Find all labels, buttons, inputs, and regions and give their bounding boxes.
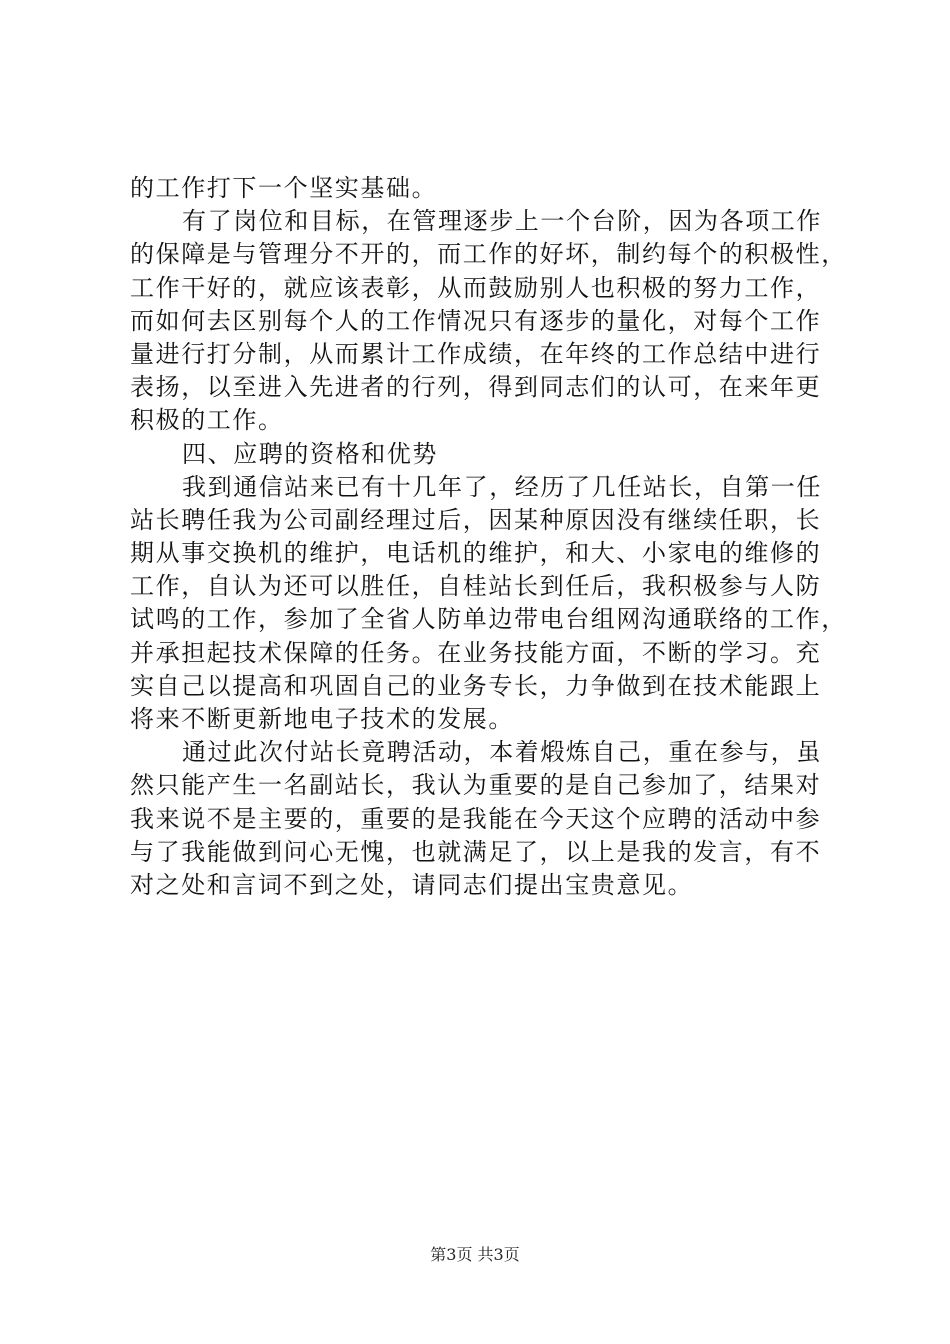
text-line: 与了我能做到问心无愧，也就满足了，以上是我的发言，有不 — [130, 837, 822, 866]
text-line: 将来不断更新地电子技术的发展。 — [130, 705, 514, 733]
text-line: 积极的工作。 — [130, 406, 284, 435]
text-line: 而如何去区别每个人的工作情况只有逐步的量化，对每个工作 — [130, 306, 822, 335]
text-line: 期从事交换机的维护，电话机的维护，和大、小家电的维修的 — [130, 539, 822, 568]
text-line: 我到通信站来已有十几年了，经历了几任站长，自第一任 — [182, 472, 822, 501]
text-line: 工作，自认为还可以胜任，自桂站长到任后，我积极参与人防 — [130, 572, 822, 601]
text-line: 量进行打分制，从而累计工作成绩，在年终的工作总结中进行 — [130, 339, 822, 368]
text-line: 对之处和言词不到之处，请同志们提出宝贵意见。 — [130, 870, 694, 899]
text-line: 的保障是与管理分不开的，而工作的好坏，制约每个的积极性， — [130, 240, 847, 269]
page-footer: 第3页 共3页 — [430, 1245, 520, 1264]
text-line: 并承担起技术保障的任务。在业务技能方面，不断的学习。充 — [130, 638, 822, 667]
text-line: 然只能产生一名副站长，我认为重要的是自己参加了，结果对 — [130, 771, 822, 800]
text-line: 实自己以提高和巩固自己的业务专长，力争做到在技术能跟上 — [130, 671, 822, 700]
text-line: 四、应聘的资格和优势 — [182, 439, 438, 468]
text-line: 工作干好的，就应该表彰，从而鼓励别人也积极的努力工作， — [130, 273, 822, 302]
text-line: 我来说不是主要的，重要的是我能在今天这个应聘的活动中参 — [130, 804, 822, 833]
text-line: 有了岗位和目标，在管理逐步上一个台阶，因为各项工作 — [182, 207, 822, 236]
text-line: 的工作打下一个坚实基础。 — [130, 174, 438, 202]
text-line: 试鸣的工作，参加了全省人防单边带电台组网沟通联络的工作， — [130, 605, 847, 634]
body-text — [130, 172, 847, 902]
text-line: 通过此次付站长竟聘活动，本着煅炼自己，重在参与，虽 — [182, 738, 822, 767]
text-line: 站长聘任我为公司副经理过后，因某种原因没有继续任职，长 — [130, 505, 822, 534]
text-line: 表扬，以至进入先进者的行列，得到同志们的认可，在来年更 — [130, 373, 822, 402]
